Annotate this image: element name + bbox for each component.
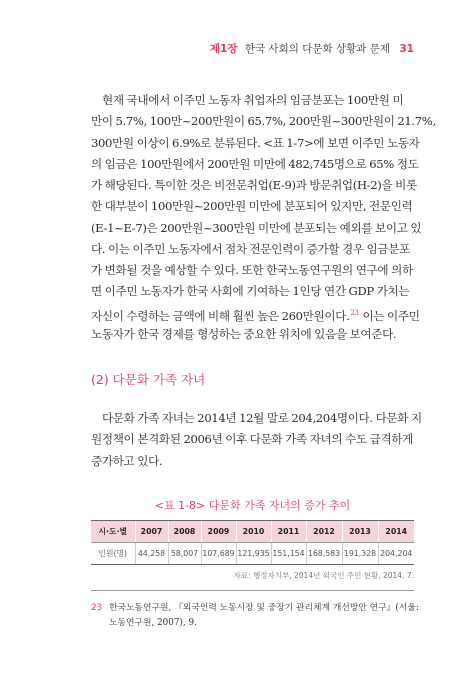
text-segment: 이는 이주민 (362, 308, 420, 323)
text-line: 면 이주민 노동자가 한국 사회에 기여하는 1인당 연간 GDP 가치는 (91, 284, 410, 299)
text-line: 가 변화될 것을 예상할 수 있다. 또한 한국노동연구원의 연구에 의하 (91, 263, 413, 277)
table-cell: 121,935 (236, 543, 271, 565)
footnote-line: 한국노동연구원, 『외국인력 노동시장 및 중장기 관리체계 개선방안 연구』(서울: (109, 603, 419, 613)
table-cell: 151,154 (271, 543, 306, 565)
section-heading: (2) 다문화 가족 자녀 (91, 372, 206, 387)
column-header-year: 2011 (271, 521, 306, 543)
chapter-title: 한국 사회의 다문화 상황과 문제 (244, 43, 391, 55)
text-line: 현재 국내에서 이주민 노동자 취업자의 임금분포는 100만원 미 (102, 93, 404, 107)
footnote-line: 노동연구원, 2007), 9. (109, 618, 197, 628)
column-header-year: 2008 (168, 521, 201, 543)
table-cell: 168,583 (306, 543, 342, 565)
table-row (91, 543, 414, 565)
table-caption: <표 1-8> 다문화 가족 자녀의 증가 추이 (154, 499, 351, 512)
running-head (210, 41, 414, 56)
paragraph-multicultural-children (91, 408, 422, 472)
column-header-year: 2014 (378, 521, 414, 543)
footnote-divider (91, 590, 414, 591)
chapter-label: 제1장 (209, 43, 238, 55)
text-segment: 자신이 수령하는 금액에 비해 훨씬 높은 260만원이다. (91, 308, 350, 323)
text-line: 노동자가 한국 경제를 형성하는 중요한 위치에 있음을 보여준다. (91, 326, 397, 341)
footnote-ref[interactable]: 23 (350, 308, 359, 317)
children-growth-table (91, 520, 414, 565)
table-cell: 107,689 (201, 543, 236, 565)
table-cell: 44,258 (135, 543, 168, 565)
table-cell: 58,007 (168, 543, 201, 565)
text-line: 원정책이 본격화된 2006년 이후 다문화 가족 자녀의 수도 급격하게 (91, 432, 414, 447)
column-header-year: 2009 (201, 521, 236, 543)
table-source: 자료: 행정자치부, 2014년 외국인 주민 현황, 2014. 7. (233, 571, 414, 580)
column-header-year: 2010 (236, 521, 271, 543)
column-header-year: 2007 (135, 521, 168, 543)
row-label: 인원(명) (91, 543, 135, 565)
text-line: 증가하고 있다. (91, 453, 163, 468)
text-line: 다. 이는 이주민 노동자에서 점차 전문인력이 증가할 경우 임금분포 (91, 241, 410, 256)
footnote-text (109, 601, 419, 631)
text-line: 다문화 가족 자녀는 2014년 12월 말로 204,204명이다. 다문화 지 (102, 411, 422, 425)
text-line: (E-1~E-7)은 200만원~300만원 미만에 분포되는 예외를 보이고 있 (91, 220, 422, 235)
text-line: 300만원 이상이 6.9%로 분류된다. <표 1-7>에 보면 이주민 노동자 (91, 135, 420, 150)
table-header-row (91, 521, 414, 543)
column-header-region: 시·도·별 (91, 521, 135, 543)
footnote-number: 23 (91, 603, 103, 613)
column-header-year: 2013 (342, 521, 378, 543)
page-number: 31 (399, 43, 414, 55)
table-cell: 191,328 (342, 543, 378, 565)
text-line: 만이 5.7%, 100만~200만원이 65.7%, 200만원~300만원이 21.7%, (91, 114, 436, 129)
paragraph-wage-distribution (91, 90, 436, 345)
text-line: 한 대부분이 100만원~200만원 미만에 분포되어 있지만, 전문인력 (91, 199, 413, 214)
text-line: 가 해당된다. 특이한 것은 비전문취업(E-9)과 방문취업(H-2)을 비롯 (91, 178, 417, 192)
column-header-year: 2012 (306, 521, 342, 543)
text-line-with-footnote (91, 303, 420, 324)
text-line: 의 임금은 100만원에서 200만원 미만에 482,745명으로 65% 정도 (91, 156, 419, 171)
table-cell: 204,204 (378, 543, 414, 565)
